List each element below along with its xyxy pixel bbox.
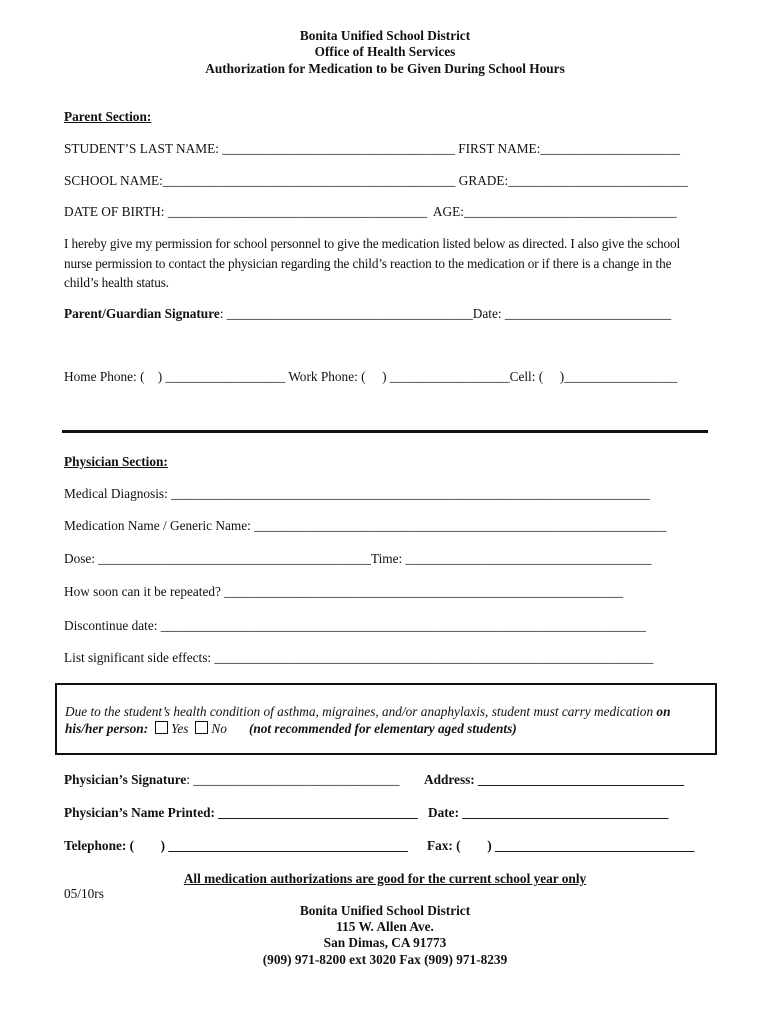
physician-name-line[interactable]: Physician’s Name Printed: ______________________________ [64, 805, 418, 820]
office-title: Office of Health Services [314, 44, 456, 59]
physician-date-line[interactable]: Date: _______________________________ [428, 805, 669, 820]
no-checkbox[interactable] [195, 721, 208, 734]
section-divider [62, 430, 708, 433]
fax-line[interactable]: Fax: ( ) ______________________________ [427, 838, 695, 853]
discontinue-line[interactable]: Discontinue date: _________________________________________________________________________ [64, 618, 647, 633]
physician-section-heading: Physician Section: [64, 454, 168, 469]
form-title: Authorization for Medication to be Given During School Hours [205, 61, 565, 76]
medication-name-line[interactable]: Medication Name / Generic Name: ______________________________________________________________ [64, 518, 667, 533]
side-effects-line[interactable]: List significant side effects: __________________________________________________________________ [64, 650, 654, 665]
carry-medication-text: Due to the student’s health condition of asthma, migraines, and/or anaphylaxis, student must carry medication on his/her person: Yes No (not recommended for elementary aged students) [65, 704, 671, 736]
not-recommended-note: (not recommended for elementary aged students) [248, 721, 517, 736]
physician-signature-line[interactable] [64, 772, 399, 788]
physician-signature-label: Physician’s Signature [64, 772, 187, 787]
parent-signature-line[interactable] [64, 306, 671, 322]
yes-checkbox[interactable] [155, 721, 168, 734]
person-label: his/her person: [65, 721, 149, 736]
student-name-line[interactable]: STUDENT’S LAST NAME: ___________________________________ FIRST NAME:_____________________ [64, 141, 680, 156]
phones-line[interactable]: Home Phone: ( ) __________________ Work Phone: ( ) __________________Cell: ( )_________________ [64, 369, 678, 384]
school-grade-line[interactable]: SCHOOL NAME:____________________________________________ GRADE:___________________________ [64, 173, 688, 188]
diagnosis-line[interactable]: Medical Diagnosis: ________________________________________________________________________ [64, 486, 650, 501]
yes-label: Yes [171, 721, 189, 736]
footer-phones: (909) 971-8200 ext 3020 Fax (909) 971-8239 [262, 952, 508, 967]
parent-signature-field[interactable]: : _____________________________________Date: _________________________ [219, 306, 672, 321]
permission-paragraph: I hereby give my permission for school personnel to give the medication listed below as directed. I also give the school nurse permission to contact the physician regarding the child’s reaction to the medication or if there is a change in the child’s health status. [64, 236, 681, 290]
physician-signature-field[interactable]: : _______________________________ [186, 772, 400, 787]
footer-district: Bonita Unified School District [299, 903, 471, 918]
parent-signature-label: Parent/Guardian Signature [64, 306, 220, 321]
parent-section-heading: Parent Section: [64, 109, 152, 124]
authorization-notice: All medication authorizations are good for the current school year only [183, 871, 587, 886]
dose-time-line[interactable]: Dose: _________________________________________Time: _____________________________________ [64, 551, 652, 566]
district-title: Bonita Unified School District [299, 28, 471, 43]
footer-city: San Dimas, CA 91773 [323, 935, 447, 950]
address-line[interactable]: Address: _______________________________ [424, 772, 685, 787]
no-label: No [211, 721, 227, 736]
dob-age-line[interactable]: DATE OF BIRTH: _______________________________________ AGE:________________________________ [64, 204, 677, 219]
footer-street: 115 W. Allen Ave. [336, 919, 434, 934]
carry-medication-box [55, 683, 717, 755]
revision-code: 05/10rs [64, 886, 104, 901]
repeat-line[interactable]: How soon can it be repeated? ____________________________________________________________ [64, 584, 624, 599]
telephone-line[interactable]: Telephone: ( ) ____________________________________ [64, 838, 408, 853]
